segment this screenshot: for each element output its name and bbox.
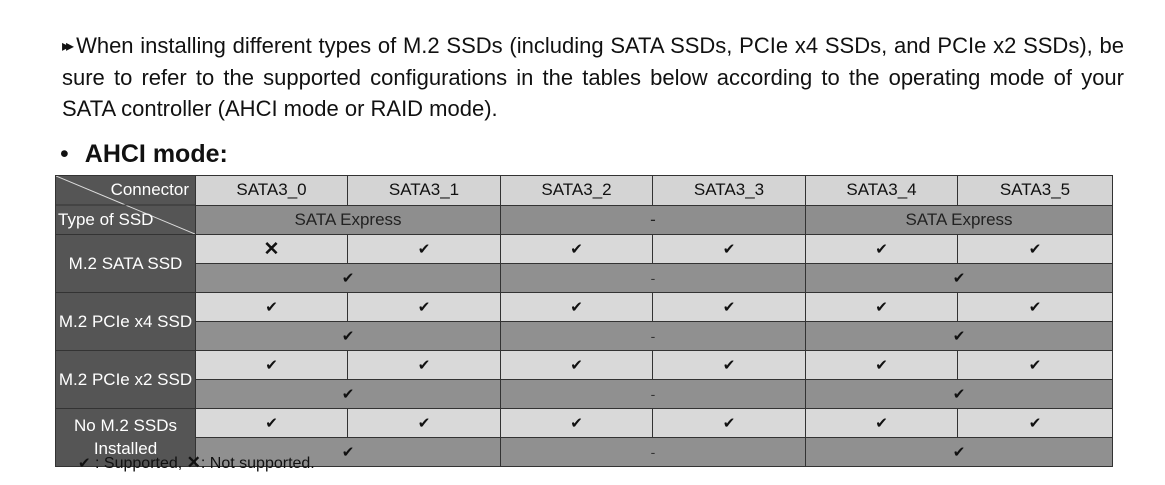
not-applicable-dash: - [650,270,656,286]
row-label: M.2 PCIe x2 SSD [56,351,196,409]
legend-unsupported-text: : Not supported. [200,455,315,472]
supported-icon: ✔ [341,270,355,287]
connector-header-2: SATA3_2 [501,176,653,206]
supported-icon: ✔ [875,357,888,374]
supported-icon: ✔ [570,357,583,374]
row-label: M.2 PCIe x4 SSD [56,293,196,351]
connector-header-5: SATA3_5 [958,176,1113,206]
table-row [56,235,1113,264]
supported-icon: ✔ [722,357,736,374]
installation-note [62,30,1124,124]
supported-icon: ✔ [952,328,966,345]
supported-icon: ✔ [952,386,966,403]
supported-icon: ✔ [417,415,431,432]
supported-icon: ✔ [875,241,888,258]
supported-icon: ✔ [341,386,355,403]
ssd-type-header-label: Type of SSD [58,210,154,229]
table-row [56,409,1113,438]
table-group-row [56,264,1113,293]
supported-icon: ✔ [952,270,966,287]
supported-icon: ✔ [1028,415,1042,432]
not-applicable-dash: - [650,386,656,402]
bullet-icon: • [60,140,69,168]
connector-header-label: Connector [110,180,189,199]
supported-icon: ✔ [722,299,736,316]
ahci-config-table [55,175,1113,467]
supported-icon: ✔ [1028,299,1042,316]
supported-icon: ✔ [722,241,736,258]
supported-icon: ✔ [265,357,278,374]
table-row [56,351,1113,380]
row-label: M.2 SATA SSD [56,235,196,293]
supported-icon: ✔ [875,415,888,432]
group-header-1: - [501,205,806,235]
supported-icon: ✔ [1028,357,1042,374]
supported-icon: ✔ [265,299,278,316]
double-arrow-icon: ▸▸ [62,38,71,55]
supported-icon: ✔ [570,299,583,316]
section-title: AHCI mode: [84,140,228,168]
supported-icon: ✔ [570,415,583,432]
connector-header-row [56,176,1113,206]
connector-header-3: SATA3_3 [653,176,806,206]
connector-header-4: SATA3_4 [806,176,958,206]
not-supported-icon: ✕ [186,453,201,472]
supported-icon: ✔ [952,444,966,461]
supported-icon: ✔ [1028,241,1042,258]
legend-supported-text: : Supported, [95,455,183,472]
connector-header-0: SATA3_0 [196,176,348,206]
table-row [56,293,1113,322]
group-header-2: SATA Express [806,205,1113,235]
row-label-line1: No M.2 SSDs [74,416,177,435]
group-header-row [56,205,1113,235]
table-group-row [56,322,1113,351]
supported-icon: ✔ [417,299,431,316]
supported-icon: ✔ [341,444,355,461]
supported-icon: ✔ [570,241,583,258]
supported-icon: ✔ [875,299,888,316]
not-applicable-dash: - [650,444,656,460]
supported-icon: ✔ [417,357,431,374]
supported-icon: ✔ [341,328,355,345]
supported-icon: ✔ [722,415,736,432]
legend [78,453,315,473]
supported-icon: ✔ [78,455,91,472]
table-group-row [56,380,1113,409]
note-text: When installing different types of M.2 SSDs (including SATA SSDs, PCIe x4 SSDs, and PCIe x2 SSDs), be sure to refer to the supported configurations in the tables below according to the operating mode of your SATA controller (AHCI mode or RAID mode). [62,33,1124,121]
section-heading [60,140,228,169]
not-applicable-dash: - [650,328,656,344]
group-header-0: SATA Express [196,205,501,235]
table-corner [56,176,196,235]
supported-icon: ✔ [265,415,278,432]
connector-header-1: SATA3_1 [348,176,501,206]
supported-icon: ✔ [417,241,431,258]
row-label-line2: Installed [93,439,158,458]
not-supported-icon: ✕ [263,238,280,260]
